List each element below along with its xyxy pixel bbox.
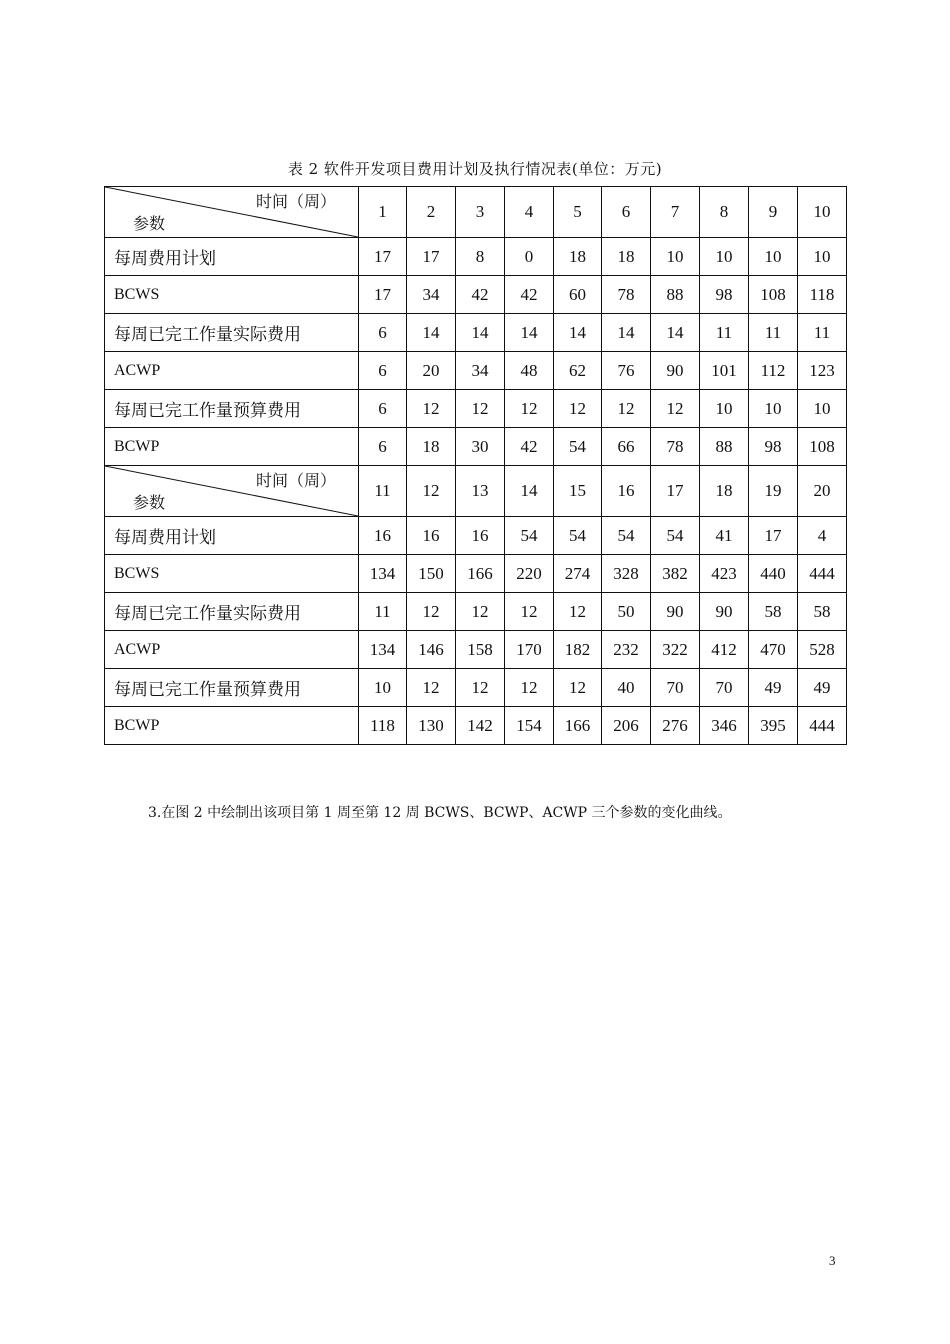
value-cell: 88	[651, 276, 700, 314]
week-header-cell: 4	[505, 187, 554, 238]
cost-table	[104, 186, 847, 745]
value-cell: 444	[798, 707, 847, 745]
row-label: 每周已完工作量实际费用	[105, 593, 359, 631]
table-row	[105, 669, 847, 707]
week-header-cell: 3	[456, 187, 505, 238]
value-cell: 206	[602, 707, 651, 745]
week-header-cell: 6	[602, 187, 651, 238]
value-cell: 54	[554, 517, 602, 555]
value-cell: 130	[407, 707, 456, 745]
value-cell: 134	[359, 631, 407, 669]
value-cell: 90	[700, 593, 749, 631]
value-cell: 18	[602, 238, 651, 276]
value-cell: 101	[700, 352, 749, 390]
value-cell: 50	[602, 593, 651, 631]
value-cell: 12	[554, 593, 602, 631]
value-cell: 11	[359, 593, 407, 631]
value-cell: 166	[554, 707, 602, 745]
value-cell: 18	[554, 238, 602, 276]
table-row	[105, 238, 847, 276]
week-header-cell: 2	[407, 187, 456, 238]
table-row	[105, 555, 847, 593]
week-header-cell: 16	[602, 466, 651, 517]
value-cell: 382	[651, 555, 700, 593]
week-header-cell: 11	[359, 466, 407, 517]
table-row	[105, 517, 847, 555]
value-cell: 10	[651, 238, 700, 276]
row-label: BCWS	[105, 555, 359, 593]
value-cell: 48	[505, 352, 554, 390]
value-cell: 58	[749, 593, 798, 631]
table-row	[105, 707, 847, 745]
value-cell: 54	[651, 517, 700, 555]
value-cell: 70	[651, 669, 700, 707]
value-cell: 444	[798, 555, 847, 593]
value-cell: 20	[407, 352, 456, 390]
value-cell: 10	[700, 390, 749, 428]
value-cell: 12	[505, 593, 554, 631]
value-cell: 41	[700, 517, 749, 555]
row-label: 每周已完工作量实际费用	[105, 314, 359, 352]
table-row	[105, 631, 847, 669]
value-cell: 62	[554, 352, 602, 390]
value-cell: 395	[749, 707, 798, 745]
week-header-cell: 7	[651, 187, 700, 238]
param-header-label: 参数	[133, 214, 166, 233]
value-cell: 0	[505, 238, 554, 276]
value-cell: 10	[798, 238, 847, 276]
value-cell: 10	[359, 669, 407, 707]
value-cell: 11	[700, 314, 749, 352]
value-cell: 34	[407, 276, 456, 314]
value-cell: 14	[505, 314, 554, 352]
value-cell: 150	[407, 555, 456, 593]
table-header-row	[105, 466, 847, 517]
value-cell: 66	[602, 428, 651, 466]
value-cell: 112	[749, 352, 798, 390]
value-cell: 76	[602, 352, 651, 390]
value-cell: 12	[651, 390, 700, 428]
week-header-cell: 17	[651, 466, 700, 517]
value-cell: 274	[554, 555, 602, 593]
value-cell: 30	[456, 428, 505, 466]
table-caption: 表 2 软件开发项目费用计划及执行情况表(单位：万元)	[287, 160, 663, 178]
param-header-label: 参数	[133, 493, 166, 512]
value-cell: 14	[407, 314, 456, 352]
value-cell: 108	[798, 428, 847, 466]
value-cell: 6	[359, 390, 407, 428]
value-cell: 12	[554, 390, 602, 428]
table-row	[105, 593, 847, 631]
row-label: 每周费用计划	[105, 517, 359, 555]
value-cell: 10	[798, 390, 847, 428]
value-cell: 8	[456, 238, 505, 276]
value-cell: 16	[359, 517, 407, 555]
value-cell: 346	[700, 707, 749, 745]
value-cell: 142	[456, 707, 505, 745]
time-header-label: 时间（周）	[255, 471, 336, 490]
value-cell: 146	[407, 631, 456, 669]
value-cell: 528	[798, 631, 847, 669]
row-label: 每周已完工作量预算费用	[105, 390, 359, 428]
value-cell: 10	[700, 238, 749, 276]
value-cell: 12	[505, 390, 554, 428]
value-cell: 16	[407, 517, 456, 555]
value-cell: 49	[798, 669, 847, 707]
week-header-cell: 19	[749, 466, 798, 517]
diagonal-header-cell	[105, 187, 359, 238]
value-cell: 78	[651, 428, 700, 466]
value-cell: 12	[554, 669, 602, 707]
value-cell: 12	[407, 669, 456, 707]
value-cell: 12	[456, 669, 505, 707]
week-header-cell: 9	[749, 187, 798, 238]
value-cell: 54	[554, 428, 602, 466]
week-header-cell: 5	[554, 187, 602, 238]
value-cell: 90	[651, 352, 700, 390]
week-header-cell: 10	[798, 187, 847, 238]
table-row	[105, 428, 847, 466]
time-header-label: 时间（周）	[255, 192, 336, 211]
value-cell: 322	[651, 631, 700, 669]
week-header-cell: 20	[798, 466, 847, 517]
table-row	[105, 352, 847, 390]
value-cell: 11	[798, 314, 847, 352]
table-row	[105, 314, 847, 352]
value-cell: 70	[700, 669, 749, 707]
row-label: 每周已完工作量预算费用	[105, 669, 359, 707]
value-cell: 6	[359, 352, 407, 390]
value-cell: 470	[749, 631, 798, 669]
value-cell: 14	[456, 314, 505, 352]
page-number: 3	[829, 1253, 836, 1268]
value-cell: 42	[456, 276, 505, 314]
week-header-cell: 14	[505, 466, 554, 517]
value-cell: 12	[407, 390, 456, 428]
value-cell: 49	[749, 669, 798, 707]
value-cell: 134	[359, 555, 407, 593]
value-cell: 182	[554, 631, 602, 669]
value-cell: 17	[359, 276, 407, 314]
value-cell: 6	[359, 428, 407, 466]
value-cell: 58	[798, 593, 847, 631]
value-cell: 88	[700, 428, 749, 466]
value-cell: 170	[505, 631, 554, 669]
row-label: ACWP	[105, 352, 359, 390]
value-cell: 12	[602, 390, 651, 428]
value-cell: 17	[359, 238, 407, 276]
value-cell: 98	[749, 428, 798, 466]
value-cell: 154	[505, 707, 554, 745]
value-cell: 90	[651, 593, 700, 631]
value-cell: 18	[407, 428, 456, 466]
week-header-cell: 12	[407, 466, 456, 517]
value-cell: 98	[700, 276, 749, 314]
week-header-cell: 13	[456, 466, 505, 517]
week-header-cell: 8	[700, 187, 749, 238]
value-cell: 42	[505, 276, 554, 314]
value-cell: 10	[749, 238, 798, 276]
value-cell: 118	[359, 707, 407, 745]
value-cell: 11	[749, 314, 798, 352]
value-cell: 12	[456, 390, 505, 428]
value-cell: 14	[602, 314, 651, 352]
value-cell: 10	[749, 390, 798, 428]
value-cell: 17	[407, 238, 456, 276]
table-row	[105, 390, 847, 428]
value-cell: 34	[456, 352, 505, 390]
week-header-cell: 15	[554, 466, 602, 517]
value-cell: 328	[602, 555, 651, 593]
value-cell: 12	[407, 593, 456, 631]
value-cell: 412	[700, 631, 749, 669]
value-cell: 423	[700, 555, 749, 593]
value-cell: 158	[456, 631, 505, 669]
row-label: 每周费用计划	[105, 238, 359, 276]
value-cell: 123	[798, 352, 847, 390]
row-label: ACWP	[105, 631, 359, 669]
value-cell: 6	[359, 314, 407, 352]
value-cell: 12	[505, 669, 554, 707]
question-text: 3.在图 2 中绘制出该项目第 1 周至第 12 周 BCWS、BCWP、ACWP 三个参数的变化曲线。	[148, 805, 732, 821]
value-cell: 16	[456, 517, 505, 555]
value-cell: 40	[602, 669, 651, 707]
value-cell: 60	[554, 276, 602, 314]
week-header-cell: 1	[359, 187, 407, 238]
value-cell: 276	[651, 707, 700, 745]
value-cell: 4	[798, 517, 847, 555]
row-label: BCWS	[105, 276, 359, 314]
value-cell: 220	[505, 555, 554, 593]
value-cell: 78	[602, 276, 651, 314]
value-cell: 12	[456, 593, 505, 631]
table-header-row	[105, 187, 847, 238]
table-row	[105, 276, 847, 314]
value-cell: 118	[798, 276, 847, 314]
diagonal-header-cell	[105, 466, 359, 517]
value-cell: 166	[456, 555, 505, 593]
week-header-cell: 18	[700, 466, 749, 517]
value-cell: 42	[505, 428, 554, 466]
value-cell: 108	[749, 276, 798, 314]
value-cell: 54	[505, 517, 554, 555]
value-cell: 54	[602, 517, 651, 555]
value-cell: 14	[651, 314, 700, 352]
value-cell: 440	[749, 555, 798, 593]
row-label: BCWP	[105, 428, 359, 466]
value-cell: 17	[749, 517, 798, 555]
row-label: BCWP	[105, 707, 359, 745]
value-cell: 14	[554, 314, 602, 352]
value-cell: 232	[602, 631, 651, 669]
